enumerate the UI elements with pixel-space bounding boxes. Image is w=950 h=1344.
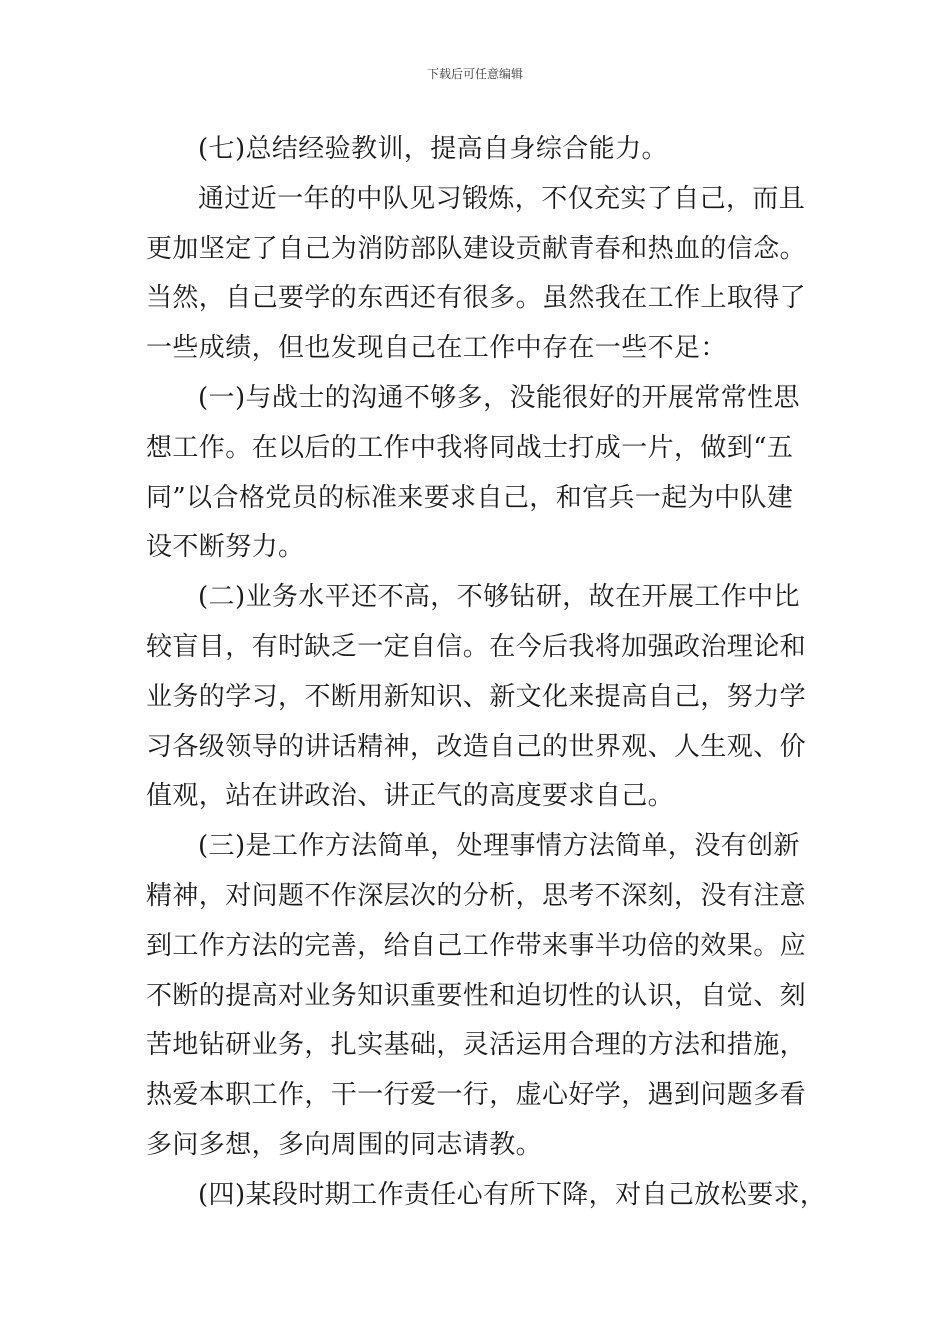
paragraph-line: 多问多想，多向周围的同志请教。 <box>146 1129 543 1160</box>
paragraph-line: 更加坚定了自己为消防部队建设贡献青春和热血的信念。 <box>146 233 807 264</box>
paragraph-line: 不断的提高对业务知识重要性和迫切性的认识，自觉、刻 <box>146 980 807 1011</box>
paragraph-line: (四)某段时期工作责任心有所下降，对自己放松要求， <box>198 1179 827 1210</box>
paragraph-line: 较盲目，有时缺乏一定自信。在今后我将加强政治理论和 <box>146 631 807 662</box>
paragraph-line: 通过近一年的中队见习锻炼，不仅充实了自己，而且 <box>198 183 806 214</box>
paragraph-line: 到工作方法的完善，给自己工作带来事半功倍的效果。应 <box>146 930 807 961</box>
paragraph-line: 精神，对问题不作深层次的分析，思考不深刻，没有注意 <box>146 880 807 911</box>
document-body <box>146 125 827 1221</box>
paragraph-line: 习各级领导的讲话精神，改造自己的世界观、人生观、价 <box>146 731 807 762</box>
paragraph-line: 想工作。在以后的工作中我将同战士打成一片，做到“五 <box>146 432 794 463</box>
paragraph-line: 热爱本职工作，干一行爱一行，虚心好学，遇到问题多看 <box>146 1080 807 1111</box>
paragraph-line: 值观，站在讲政治、讲正气的高度要求自己。 <box>146 781 675 812</box>
paragraph-line: (一)与战士的沟通不够多，没能很好的开展常常性思 <box>198 382 800 413</box>
paragraph-line: 业务的学习，不断用新知识、新文化来提高自己，努力学 <box>146 681 807 712</box>
paragraph-line: 同”以合格党员的标准来要求自己，和官兵一起为中队建 <box>146 482 794 513</box>
paragraph-line: 设不断努力。 <box>146 532 305 563</box>
paragraph-line: 苦地钻研业务，扎实基础，灵活运用合理的方法和措施， <box>146 1030 807 1061</box>
paragraph-line: 一些成绩，但也发现自己在工作中存在一些不足： <box>146 333 727 364</box>
paragraph-line: (三)是工作方法简单，处理事情方法简单，没有创新 <box>198 831 800 862</box>
header-note: 下载后可任意编辑 <box>426 67 523 81</box>
paragraph-line: (二)业务水平还不高，不够钻研，故在开展工作中比 <box>198 582 800 613</box>
section-heading: (七)总结经验教训，提高自身综合能力。 <box>198 134 668 164</box>
paragraph-line: 当然，自己要学的东西还有很多。虽然我在工作上取得了 <box>146 283 807 314</box>
